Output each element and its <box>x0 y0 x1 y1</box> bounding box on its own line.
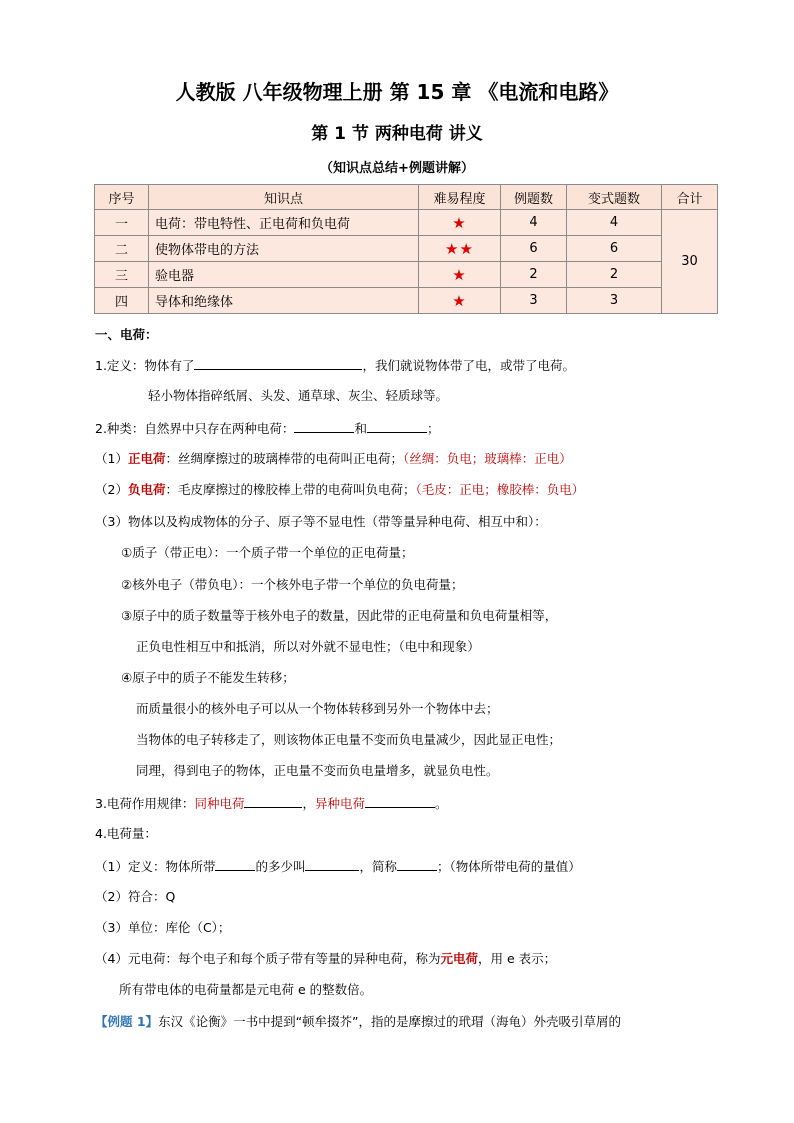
header-difficulty: 难易程度 <box>419 185 501 210</box>
definition-line <box>95 357 575 374</box>
positive-term: 正电荷 <box>127 451 166 466</box>
transfer-line-4: 同理，得到电子的物体，正电量不变而负电量增多，就显负电性。 <box>136 763 499 778</box>
kinds-text: 2.种类：自然界中只存在两种电荷： <box>95 421 295 436</box>
header-examples: 例题数 <box>501 185 567 210</box>
neutral-line: （3）物体以及构成物体的分子、原子等不显电性（带等量异种电荷、相互中和）： <box>95 514 547 529</box>
amount-definition-line <box>95 858 581 875</box>
row-variants: 2 <box>567 262 662 288</box>
row-topic: 电荷：带电特性、正电荷和负电荷 <box>149 210 419 236</box>
header-total: 合计 <box>662 185 718 210</box>
elementary-text: （4）元电荷：每个电子和每个质子带有等量的异种电荷，称为 <box>95 951 441 966</box>
header-variants: 变式题数 <box>567 185 662 210</box>
difficulty-stars: ★ <box>419 262 501 288</box>
definition-text: 1.定义：物体有了 <box>95 358 195 373</box>
difficulty-stars: ★ <box>419 210 501 236</box>
fill-blank <box>294 420 354 433</box>
positive-charge-line <box>95 451 572 467</box>
table-row <box>95 210 718 236</box>
electron-line: ②核外电子（带负电）：一个核外电子带一个单位的负电荷量； <box>121 577 464 592</box>
row-index: 四 <box>95 288 149 314</box>
charge-amount-heading: 4.电荷量： <box>95 826 157 841</box>
interaction-law-line <box>95 795 448 812</box>
row-examples: 4 <box>501 210 567 236</box>
fill-blank <box>194 357 362 370</box>
header-index: 序号 <box>95 185 149 210</box>
section-heading: 一、电荷： <box>95 327 158 342</box>
transfer-line: ④原子中的质子不能发生转移； <box>121 670 295 685</box>
row-examples: 3 <box>501 288 567 314</box>
proton-line: ①质子（带正电）：一个质子带一个单位的正电荷量； <box>121 545 414 560</box>
fill-blank <box>215 858 255 871</box>
atom-line: ③原子中的质子数量等于核外电子的数量，因此带的正电荷量和负电荷量相等， <box>121 608 558 623</box>
fill-blank <box>367 420 427 433</box>
law-end: 。 <box>434 796 448 811</box>
negative-note: （毛皮：正电；橡胶棒：负电） <box>415 482 585 497</box>
row-examples: 6 <box>501 236 567 262</box>
negative-index: （2） <box>95 482 128 497</box>
table-row <box>95 288 718 314</box>
negative-charge-line <box>95 482 584 498</box>
difficulty-stars: ★ <box>419 288 501 314</box>
row-examples: 2 <box>501 262 567 288</box>
row-index: 三 <box>95 262 149 288</box>
law-text: 3.电荷作用规律： <box>95 796 195 811</box>
row-index: 二 <box>95 236 149 262</box>
transfer-line-3: 当物体的电子转移走了，则该物体正电量不变而负电量减少，因此显正电性； <box>136 732 562 747</box>
positive-text: ：丝绸摩擦过的玻璃棒带的电荷叫正电荷； <box>165 451 403 466</box>
definition-text-end: ，我们就说物体带了电，或带了电荷。 <box>362 358 575 373</box>
law-opposite: 异种电荷 <box>314 796 365 811</box>
row-topic: 使物体带电的方法 <box>149 236 419 262</box>
negative-text: ：毛皮摩擦过的橡胶棒上带的电荷叫负电荷； <box>165 482 416 497</box>
positive-index: （1） <box>95 451 128 466</box>
kinds-end: ； <box>426 421 440 436</box>
amount-text-4: ；（物体所带电荷的量值） <box>437 859 581 874</box>
negative-term: 负电荷 <box>127 482 166 497</box>
transfer-line-2: 而质量很小的核外电子可以从一个物体转移到另外一个物体中去； <box>136 701 499 716</box>
elementary-multiple-line: 所有带电体的电荷量都是元电荷 e 的整数倍。 <box>119 982 373 997</box>
elementary-text-end: ，用 e 表示； <box>477 951 557 966</box>
positive-note: （丝绸：负电；玻璃棒：正电） <box>402 451 572 466</box>
atom-line-cont: 正负电性相互中和抵消，所以对外就不显电性；（电中和现象） <box>136 639 480 654</box>
elementary-term: 元电荷 <box>440 951 478 966</box>
fill-blank <box>397 858 437 871</box>
total-count: 30 <box>662 210 718 314</box>
lesson-note: （知识点总结+例题讲解） <box>320 161 474 176</box>
table-header-row <box>95 185 718 210</box>
definition-note: 轻小物体指碎纸屑、头发、通草球、灰尘、轻质球等。 <box>148 388 449 403</box>
amount-text-3: ，简称 <box>359 859 397 874</box>
row-topic: 导体和绝缘体 <box>149 288 419 314</box>
amount-text-2: 的多少叫 <box>255 859 306 874</box>
header-topic: 知识点 <box>149 185 419 210</box>
table-row <box>95 262 718 288</box>
fill-blank <box>305 858 359 871</box>
row-variants: 4 <box>567 210 662 236</box>
kinds-and: 和 <box>354 421 367 436</box>
kinds-line <box>95 420 439 437</box>
row-variants: 3 <box>567 288 662 314</box>
fill-blank <box>365 795 435 808</box>
difficulty-stars: ★★ <box>419 236 501 262</box>
lesson-subtitle: 第 1 节 两种电荷 讲义 <box>311 124 483 144</box>
summary-table <box>94 184 718 314</box>
law-comma: ， <box>302 796 315 811</box>
amount-text: （1）定义：物体所带 <box>95 859 216 874</box>
document-title: 人教版 八年级物理上册 第 15 章 《电流和电路》 <box>175 80 619 104</box>
elementary-charge-line <box>95 951 556 967</box>
example-line <box>95 1014 621 1030</box>
row-variants: 6 <box>567 236 662 262</box>
unit-line: （3）单位：库伦（C）； <box>95 920 231 935</box>
row-topic: 验电器 <box>149 262 419 288</box>
table-row <box>95 236 718 262</box>
law-same: 同种电荷 <box>194 796 245 811</box>
fill-blank <box>244 795 302 808</box>
example-text: 东汉《论衡》一书中提到“顿牟掇芥”，指的是摩擦过的玳瑁（海龟）外壳吸引草屑的 <box>158 1014 622 1029</box>
symbol-line: （2）符合：Q <box>95 889 176 904</box>
row-index: 一 <box>95 210 149 236</box>
example-label: 【例题 1】 <box>95 1014 159 1029</box>
